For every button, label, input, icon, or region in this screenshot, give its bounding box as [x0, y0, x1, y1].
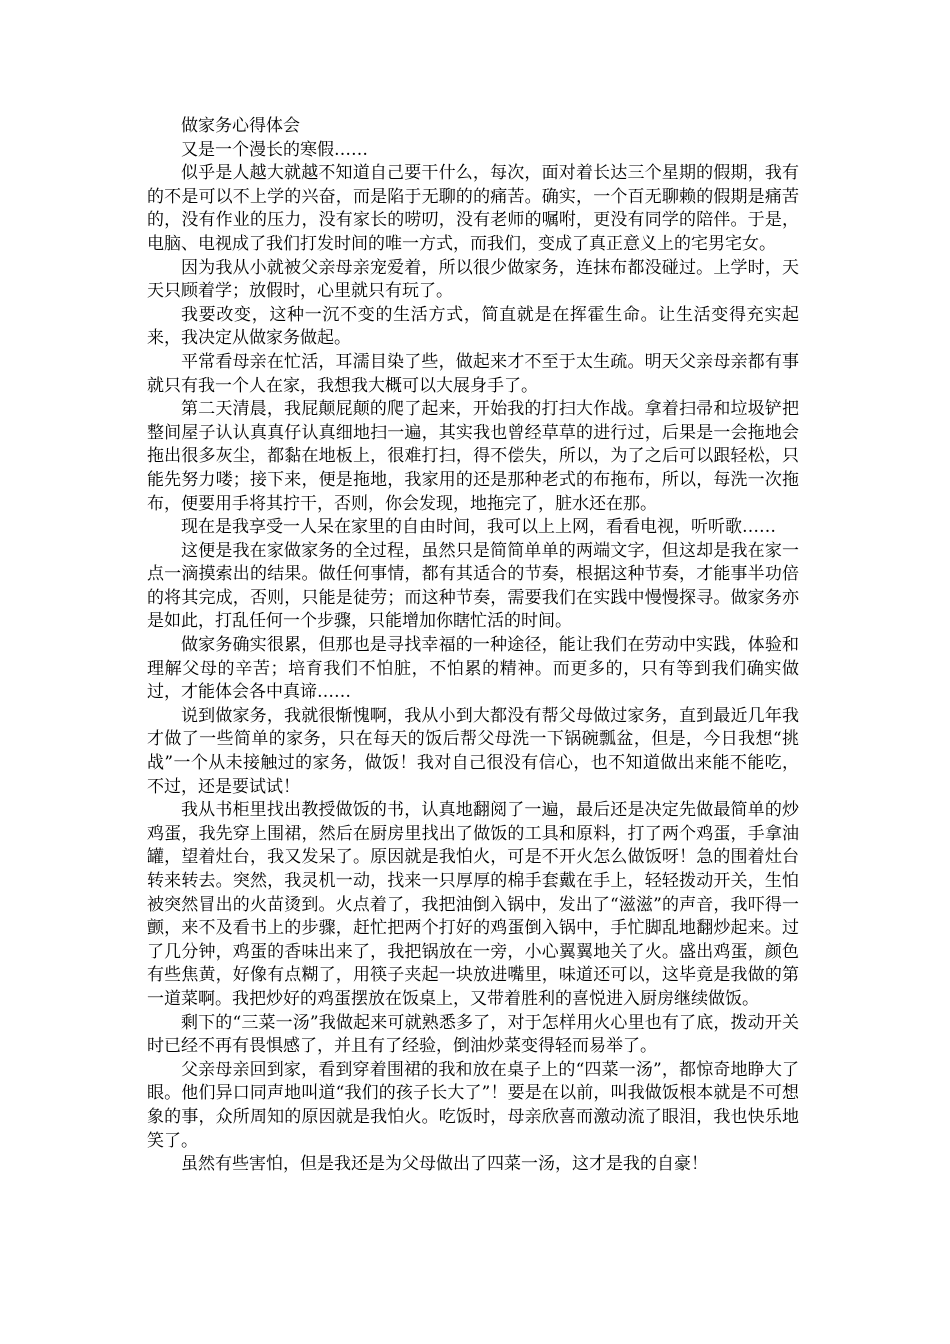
paragraph: 做家务确实很累，但那也是寻找幸福的一种途径，能让我们在劳动中实践，体验和理解父母的辛苦；培育我们不怕脏，不怕累的精神。而更多的，只有等到我们确实做过，才能体会各中真谛…… [147, 635, 799, 703]
paragraph: 我要改变，这种一沉不变的生活方式，简直就是在挥霍生命。让生活变得充实起来，我决定从做家务做起。 [147, 304, 799, 349]
paragraph: 现在是我享受一人呆在家里的自由时间，我可以上上网，看看电视，听听歌…… [181, 517, 776, 538]
paragraph: 我从书柜里找出教授做饭的书，认真地翻阅了一遍，最后还是决定先做最简单的炒鸡蛋，我先穿上围裙，然后在厨房里找出了做饭的工具和原料，打了两个鸡蛋，手拿油罐，望着灶台，我又发呆了。原因就是我怕火，可是不开火怎么做饭呀！急的围着灶台转来转去。突然，我灵机一动，找来一只厚厚的棉手套戴在手上，轻轻拨动开关，生怕被突然冒出的火苗烫到。火点着了，我把油倒入锅中，发出了“滋滋”的声音，我吓得一颤，来不及看书上的步骤，赶忙把两个打好的鸡蛋倒入锅中，手忙脚乱地翻炒起来。过了几分钟，鸡蛋的香味出来了，我把锅放在一旁，小心翼翼地关了火。盛出鸡蛋，颜色有些焦黄，好像有点糊了，用筷子夹起一块放进嘴里，味道还可以，这毕竟是我做的第一道菜啊。我把炒好的鸡蛋摆放在饭桌上，又带着胜利的喜悦进入厨房继续做饭。 [147, 800, 799, 1009]
paragraph: 虽然有些害怕，但是我还是为父母做出了四菜一汤，这才是我的自豪！ [181, 1154, 708, 1175]
paragraph: 第二天清晨，我屁颠屁颠的爬了起来，开始我的打扫大作战。拿着扫帚和垃圾铲把整间屋子认认真真仔认真细地扫一遍，其实我也曾经草草的进行过，后果是一会拖地会拖出很多灰尘，都黏在地板上，很难打扫，得不偿失，所以，为了之后可以跟轻松，只能先努力喽；接下来，便是拖地，我家用的还是那种老式的布拖布，所以，每洗一次拖布，便要用手将其拧干，否则，你会发现，地拖完了，脏水还在那。 [147, 399, 799, 514]
paragraph: 说到做家务，我就很惭愧啊，我从小到大都没有帮父母做过家务，直到最近几年我才做了一些简单的家务，只在每天的饭后帮父母洗一下锅碗瓢盆，但是，今日我想“挑战”一个从未接触过的家务，做饭！我对自己很没有信心，也不知道做出来能不能吃，不过，还是要试试！ [147, 705, 799, 797]
paragraph: 似乎是人越大就越不知道自己要干什么，每次，面对着长达三个星期的假期，我有的不是可以不上学的兴奋，而是陷于无聊的的痛苦。确实，一个百无聊赖的假期是痛苦的，没有作业的压力，没有家长的唠叨，没有老师的嘱咐，更没有同学的陪伴。于是，电脑、电视成了我们打发时间的唯一方式，而我们，变成了真正意义上的宅男宅女。 [147, 163, 799, 254]
paragraph: 父亲母亲回到家，看到穿着围裙的我和放在桌子上的“四菜一汤”，都惊奇地睁大了眼。他们异口同声地叫道“我们的孩子长大了”！要是在以前，叫我做饭根本就是不可想象的事，众所周知的原因就是我怕火。吃饭时，母亲欣喜而激动流了眼泪，我也快乐地笑了。 [147, 1059, 799, 1151]
paragraph: 剩下的“三菜一汤”我做起来可就熟悉多了，对于怎样用火心里也有了底，拨动开关时已经不再有畏惧感了，并且有了经验，倒油炒菜变得轻而易举了。 [147, 1012, 799, 1057]
document-body [147, 115, 799, 1177]
paragraph: 这便是我在家做家务的全过程，虽然只是简简单单的两端文字，但这却是我在家一点一滴摸索出的结果。做任何事情，都有其适合的节奏，根据这种节奏，才能事半功倍的将其完成，否则，只能是徒劳；而这种节奏，需要我们在实践中慢慢探寻。做家务亦是如此，打乱任何一个步骤，只能增加你瞎忙活的时间。 [147, 540, 799, 632]
document-title: 做家务心得体会 [181, 116, 300, 136]
paragraph: 平常看母亲在忙活，耳濡目染了些，做起来才不至于太生疏。明天父亲母亲都有事就只有我一个人在家，我想我大概可以大展身手了。 [147, 351, 799, 396]
opening-line: 又是一个漫长的寒假…… [181, 139, 368, 160]
paragraph: 因为我从小就被父亲母亲宠爱着，所以很少做家务，连抹布都没碰过。上学时，天天只顾着学；放假时，心里就只有玩了。 [147, 257, 799, 302]
